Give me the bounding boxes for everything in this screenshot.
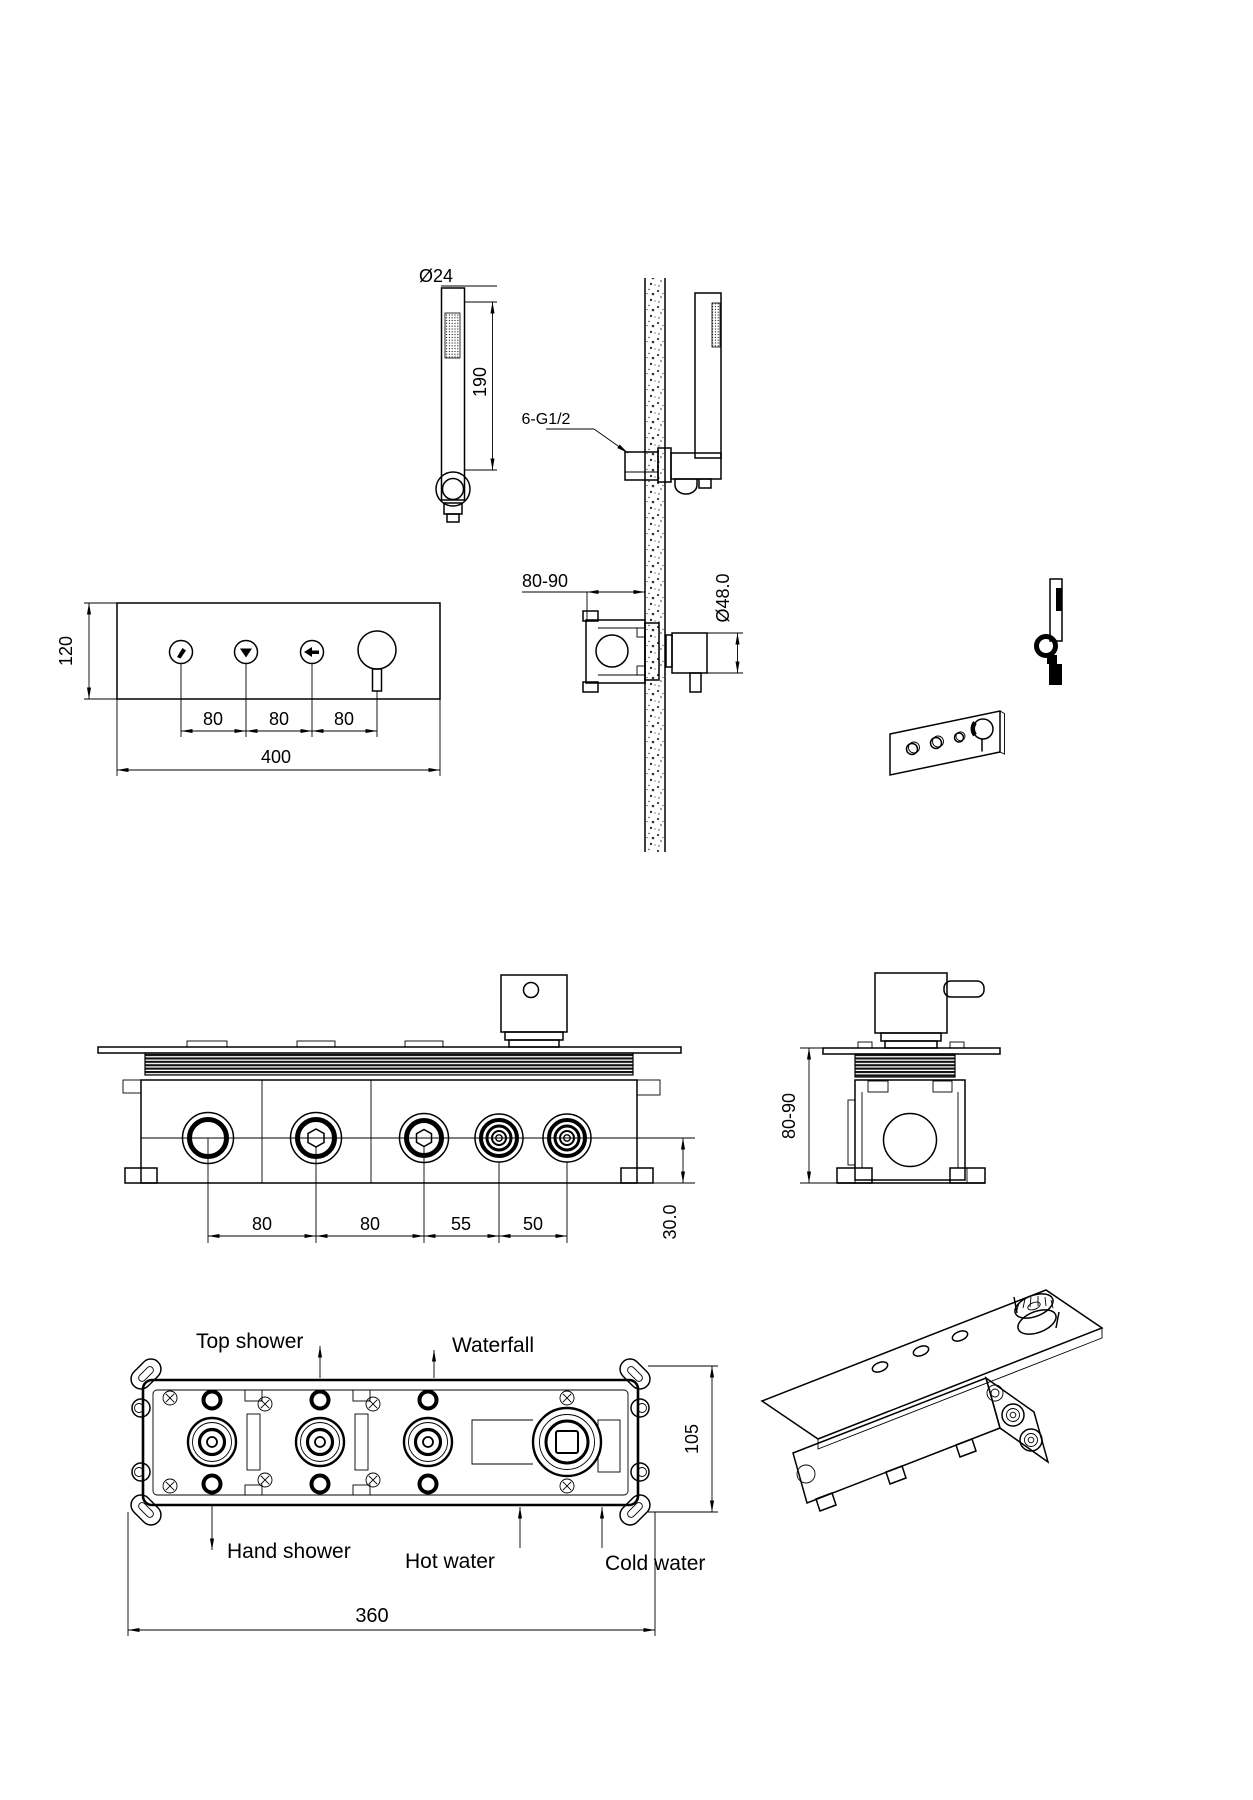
dim-btn-spacing-2: 80 bbox=[268, 709, 290, 729]
wall-hatch bbox=[645, 278, 665, 852]
dim-port-spacing-1: 80 bbox=[251, 1214, 273, 1234]
knob-lever-front bbox=[373, 669, 382, 691]
dim-box-height: 105 bbox=[682, 1423, 702, 1455]
button-waterfall bbox=[235, 641, 258, 700]
iso-panel-face bbox=[890, 711, 1000, 775]
holder-ring-inner bbox=[443, 479, 464, 500]
dim-side-depth-range: 80-90 bbox=[779, 1092, 799, 1140]
rough-in-box-back-view bbox=[127, 1330, 718, 1636]
iso-plate-buttons bbox=[871, 1329, 969, 1374]
label-cold-water: Cold water bbox=[605, 1552, 706, 1575]
port-hand-shower bbox=[183, 1113, 234, 1244]
rough-in-box-isometric-view bbox=[762, 1289, 1102, 1511]
valve-body-front-view bbox=[98, 975, 695, 1243]
trim-plate-front-view bbox=[56, 603, 440, 776]
valve-body-side bbox=[855, 1080, 965, 1180]
trim-panel-isometric-small bbox=[890, 711, 1005, 775]
button-hand-shower bbox=[170, 641, 193, 700]
rib-band-side bbox=[855, 1054, 955, 1077]
iso-left-port bbox=[797, 1465, 815, 1483]
hand-shower-front-view bbox=[419, 266, 497, 522]
iso-panel-buttons bbox=[907, 732, 966, 755]
cartridge-2 bbox=[296, 1418, 344, 1466]
knob-side bbox=[672, 633, 707, 673]
trim-plate bbox=[117, 603, 440, 699]
mini-holder-ring bbox=[1037, 637, 1056, 656]
dim-handshower-length: 190 bbox=[470, 366, 490, 398]
port-cold-water bbox=[543, 1114, 591, 1243]
spray-face bbox=[445, 313, 460, 358]
knob-lever bbox=[690, 673, 701, 692]
hand-shower-wall-side-view bbox=[522, 293, 721, 494]
waterfall-icon bbox=[240, 649, 252, 658]
port-hot-water bbox=[475, 1114, 523, 1243]
cartridge-3 bbox=[404, 1418, 452, 1466]
dim-depth-range: 80-90 bbox=[521, 571, 569, 591]
dim-btn-spacing-1: 80 bbox=[202, 709, 224, 729]
thermostatic-cartridge bbox=[472, 1408, 620, 1476]
label-top-shower: Top shower bbox=[196, 1330, 304, 1353]
valve-wall-section-view bbox=[522, 571, 743, 692]
spray-face-side bbox=[712, 303, 720, 347]
iso-plate-face bbox=[762, 1290, 1102, 1439]
valve-body-side-view bbox=[779, 973, 1000, 1183]
label-hot-water: Hot water bbox=[405, 1550, 495, 1573]
dim-port-spacing-3: 55 bbox=[450, 1214, 472, 1234]
dim-box-width: 360 bbox=[355, 1605, 389, 1627]
iso-end-ports bbox=[987, 1385, 1042, 1451]
dim-port-offset: 30.0 bbox=[660, 1204, 680, 1240]
dim-btn-spacing-3: 80 bbox=[333, 709, 355, 729]
handle-box-side bbox=[875, 973, 947, 1033]
holder-arm bbox=[671, 453, 721, 479]
mini-bracket bbox=[1049, 664, 1062, 685]
iso-knob bbox=[1012, 1289, 1060, 1339]
iso-panel-knob bbox=[973, 719, 993, 752]
wall-section bbox=[645, 278, 665, 852]
dim-plate-width: 400 bbox=[260, 747, 292, 767]
dim-knob-diameter: Ø48.0 bbox=[713, 573, 733, 623]
side-port-circle bbox=[884, 1114, 937, 1167]
top-shower-icon bbox=[304, 647, 319, 657]
mounting-plate-front bbox=[98, 1047, 681, 1053]
iso-feet bbox=[816, 1439, 976, 1511]
thread-callout: 6-G1/2 bbox=[521, 411, 571, 428]
port-waterfall bbox=[400, 1114, 449, 1244]
hand-shower-mini-view bbox=[1037, 579, 1063, 685]
dim-handshower-diameter: Ø24 bbox=[418, 266, 454, 286]
valve-cartridge-section bbox=[596, 635, 628, 667]
label-hand-shower: Hand shower bbox=[227, 1540, 351, 1563]
rib-band-front bbox=[145, 1053, 633, 1075]
cartridge-1 bbox=[188, 1418, 236, 1466]
handle-lever-side bbox=[944, 981, 984, 997]
label-waterfall: Waterfall bbox=[452, 1334, 535, 1357]
hose-hook bbox=[675, 479, 697, 494]
mounting-plate-side bbox=[823, 1048, 1000, 1054]
mini-spray-face bbox=[1056, 588, 1062, 611]
hand-shower-icon bbox=[177, 648, 186, 659]
dim-plate-height: 120 bbox=[56, 635, 76, 667]
dim-port-spacing-4: 50 bbox=[522, 1214, 544, 1234]
temperature-knob bbox=[358, 631, 396, 699]
dim-port-spacing-2: 80 bbox=[359, 1214, 381, 1234]
port-top-shower bbox=[291, 1113, 342, 1244]
button-top-shower bbox=[301, 641, 324, 700]
embedded-valve-box bbox=[586, 620, 645, 683]
